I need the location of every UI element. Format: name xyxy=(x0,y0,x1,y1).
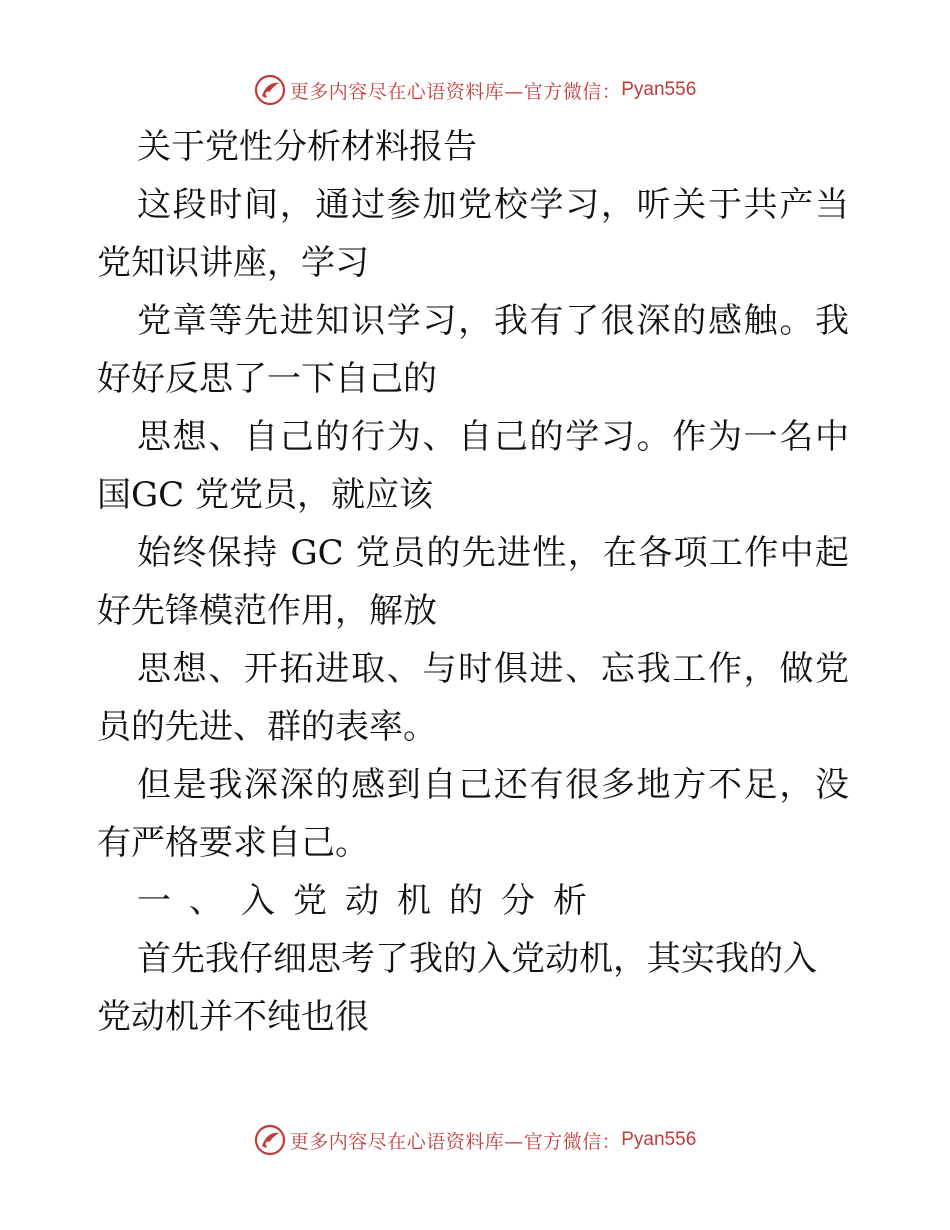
paragraph-4: 始终保持 GC 党员的先进性，在各项工作中起好先锋模范作用，解放 xyxy=(97,533,849,631)
brand-logo-icon xyxy=(254,74,286,106)
banner-text: 更多内容尽在心语资料库—官方微信： xyxy=(289,80,622,103)
paragraph-7: 首先我仔细思考了我的入党动机，其实我的入党动机并不纯也很 xyxy=(97,939,817,1037)
footer-banner xyxy=(0,1120,950,1160)
paragraph-5: 思想、开拓进取、与时俱进、忘我工作，做党员的先进、群的表率。 xyxy=(97,649,849,747)
document-body xyxy=(97,118,849,1046)
banner-text: 更多内容尽在心语资料库—官方微信： xyxy=(289,1130,622,1153)
section-heading: 一、入党动机的分析 xyxy=(137,881,605,921)
paragraph-1: 这段时间，通过参加党校学习，听关于共产当党知识讲座，学习 xyxy=(97,185,849,283)
paragraph-3: 思想、自己的行为、自己的学习。作为一名中国GC 党党员，就应该 xyxy=(97,417,849,515)
header-banner xyxy=(0,70,950,110)
paragraph-6: 但是我深深的感到自己还有很多地方不足，没有严格要求自己。 xyxy=(97,765,849,863)
brand-logo-icon xyxy=(254,1124,286,1156)
banner-wechat-id: Pyan556 xyxy=(621,1129,697,1150)
banner-wechat-id: Pyan556 xyxy=(621,79,697,100)
document-title: 关于党性分析材料报告 xyxy=(137,127,477,167)
paragraph-2: 党章等先进知识学习，我有了很深的感触。我好好反思了一下自己的 xyxy=(97,301,849,399)
